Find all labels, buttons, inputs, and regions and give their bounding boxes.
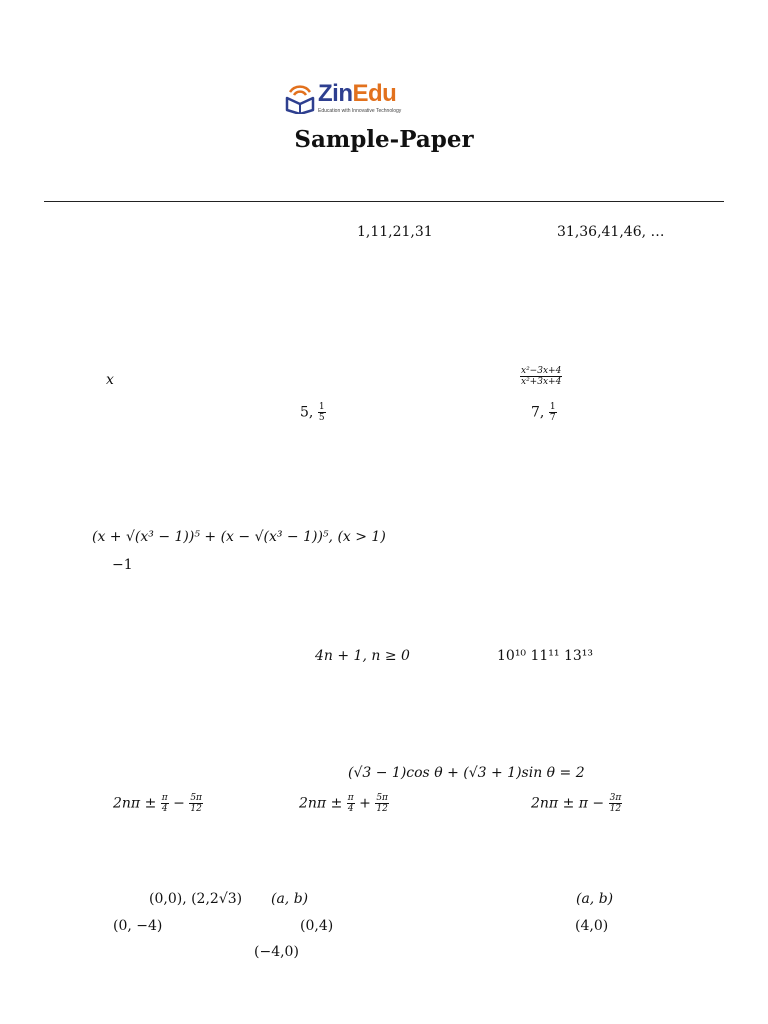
option-7: 7, $\frac{1}{7}$ bbox=[531, 402, 556, 423]
expression-denominator: x²+3x+4 bbox=[521, 377, 562, 387]
given-points: (0,0), (2,2√3) bbox=[149, 891, 243, 907]
zinedu-logo bbox=[284, 78, 424, 118]
point-ab-2: (a, b) bbox=[576, 891, 614, 907]
sequence-b: 31,36,41,46, … bbox=[557, 224, 665, 240]
rational-expression bbox=[520, 366, 562, 387]
option-point-neg4-0: (−4,0) bbox=[254, 944, 299, 960]
sequence-a: 1,11,21,31 bbox=[357, 224, 433, 240]
point-ab-1: (a, b) bbox=[271, 891, 309, 907]
option-point-0-neg4: (0, −4) bbox=[113, 918, 163, 934]
divider bbox=[44, 201, 724, 202]
value-neg-one: −1 bbox=[112, 557, 133, 573]
option-point-0-4: (0,4) bbox=[300, 918, 334, 934]
option-5: 5, $\frac{1}{5}$ bbox=[300, 402, 325, 423]
book-wifi-icon bbox=[284, 80, 316, 114]
trig-equation: (√3 − 1)cos θ + (√3 + 1)sin θ = 2 bbox=[348, 765, 585, 781]
variable-x: x bbox=[106, 372, 114, 388]
page-title: Sample-Paper bbox=[294, 126, 474, 153]
solution-option-c: 2nπ ± π − $\frac{3\pi}{12}$ bbox=[531, 793, 622, 814]
logo-wordmark: ZinEdu bbox=[318, 80, 397, 107]
form-4n-plus-1: 4n + 1, n ≥ 0 bbox=[315, 648, 410, 664]
logo-tagline: Education with Innovative Technology bbox=[318, 108, 402, 114]
binomial-expression: (x + √(x³ − 1))⁵ + (x − √(x³ − 1))⁵, (x > 1) bbox=[92, 529, 386, 545]
solution-option-b: 2nπ ± $\frac{\pi}{4}$ + $\frac{5\pi}{12}$ bbox=[299, 793, 388, 814]
solution-option-a: 2nπ ± $\frac{\pi}{4}$ − $\frac{5\pi}{12}$ bbox=[113, 793, 202, 814]
expression-numerator: x²−3x+4 bbox=[521, 366, 562, 376]
powers-expression: 10¹⁰ 11¹¹ 13¹³ bbox=[497, 648, 594, 664]
option-point-4-0: (4,0) bbox=[575, 918, 609, 934]
